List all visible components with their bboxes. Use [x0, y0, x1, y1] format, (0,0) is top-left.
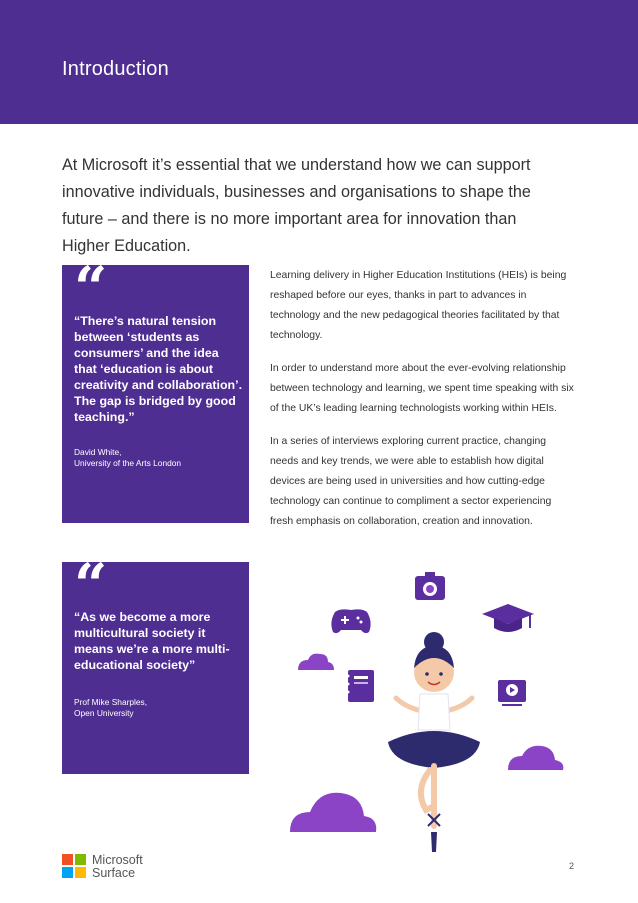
gamepad-icon [331, 609, 370, 633]
quote-text: “There’s natural tension between ‘students as consumers’ and the idea that ‘education is about creativity and collaboration’. The gap is bridged by good teaching.” [74, 314, 243, 424]
open-quote-mark: “ [74, 551, 108, 619]
close-quote-mark: ” [205, 737, 239, 805]
cloud-icon [290, 793, 376, 832]
quote-text: “As we become a more multicultural society it means we’re a more multi-educational society” [74, 610, 230, 672]
logo-text [92, 854, 143, 880]
body-paragraph-2: In order to understand more about the ever-evolving relationship between technology and learning, we spent time speaking with six of the UK’s leading learning technologists working within HEIs. [270, 363, 574, 414]
intro-paragraph: At Microsoft it’s essential that we understand how we can support innovative individuals, businesses and organisations to shape the future – and there is no more important area for innovation than Higher Education. [62, 156, 531, 255]
quote-box-2 [62, 551, 249, 805]
logo-line-surface: Surface [92, 866, 136, 880]
graduation-cap-icon [482, 604, 534, 632]
quote-author: Prof Mike Sharples, [74, 697, 148, 707]
header-banner [0, 0, 638, 124]
page-number: 2 [569, 861, 575, 871]
open-quote-mark: “ [74, 254, 108, 322]
cloud-icon [508, 746, 563, 770]
quote-attribution [74, 447, 244, 469]
ballerina-figure [388, 632, 480, 852]
body-paragraph-1: Learning delivery in Higher Education Institutions (HEIs) is being reshaped before our eyes, thanks in part to advances in technology and the new pedagogical theories facilitated by that technology. [270, 270, 567, 341]
cloud-icon [298, 654, 334, 670]
camera-icon [415, 572, 445, 600]
body-text [270, 266, 575, 545]
quote-affiliation: University of the Arts London [74, 458, 182, 468]
notebook-icon [347, 670, 375, 702]
quote-author: David White, [74, 447, 122, 457]
quote-affiliation: Open University [74, 708, 134, 718]
video-player-icon [498, 680, 526, 706]
ballerina-illustration [290, 570, 580, 860]
quote-attribution [74, 697, 244, 719]
body-paragraph-3: In a series of interviews exploring current practice, changing needs and key trends, we were able to establish how digital devices are being used in universities and how cutting-edge technology can continue to compliment a sector experiencing fresh emphasis on collaboration, creation and innovation. [270, 436, 552, 527]
page-title: Introduction [62, 58, 169, 80]
quote-box-1 [62, 254, 249, 554]
close-quote-mark: ” [205, 486, 239, 554]
microsoft-logo-icon [62, 854, 86, 878]
logo-line-microsoft: Microsoft [92, 853, 143, 867]
microsoft-surface-logo [62, 854, 182, 882]
